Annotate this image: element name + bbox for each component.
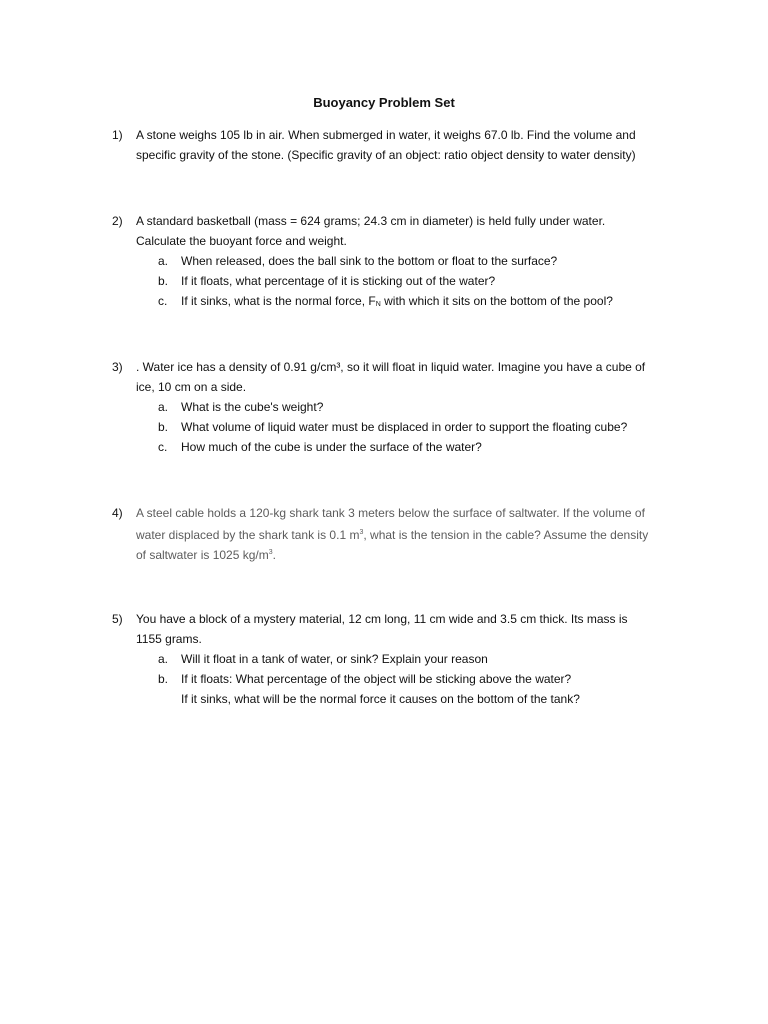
problem-line: You have a block of a mystery material, 12 cm long, 11 cm wide and 3.5 cm thick. Its mass is [136,612,628,626]
sub-question [136,397,672,417]
problem-line: A stone weighs 105 lb in air. When submerged in water, it weighs 67.0 lb. Find the volume and [136,128,636,142]
sub-question-text: If it floats, what percentage of it is sticking out of the water? [181,274,496,288]
sub-question-label: c. [158,440,168,454]
problem-text [136,503,672,563]
problem-line [136,523,672,543]
sub-question-text: What volume of liquid water must be displaced in order to support the floating cube? [181,420,628,434]
problem-line: . Water ice has a density of 0.91 g/cm³, so it will float in liquid water. Imagine you have a cube of [136,360,646,374]
sub-question [136,417,672,437]
sub-question [136,271,672,291]
sub-question-label: a. [158,400,169,414]
problem-number: 1) [112,128,123,142]
sub-question-label: b. [158,672,169,686]
problem-number: 4) [112,506,123,520]
sub-question-label: b. [158,420,169,434]
problem-line: A standard basketball (mass = 624 grams; 24.3 cm in diameter) is held fully under water. [136,214,606,228]
sub-question [136,669,672,689]
sub-question-label: a. [158,652,169,666]
problem-line: ice, 10 cm on a side. [136,380,247,394]
problem-line [136,543,672,563]
sub-question-continuation [136,689,672,709]
sub-question-text: What is the cube's weight? [181,400,324,414]
sub-question-text [181,291,613,315]
text-segment: water displaced by the shark tank is 0.1 m [136,528,360,542]
problem-line: 1155 grams. [136,632,202,646]
problem-number: 5) [112,612,123,626]
subscript: N [375,301,381,308]
sub-question [136,649,672,669]
sub-question-label: b. [158,274,169,288]
text-segment: , what is the tension in the cable? Assume the density [363,528,649,542]
problem-number: 3) [112,360,123,374]
problem-line: A steel cable holds a 120-kg shark tank 3 meters below the surface of saltwater. If the volume of [136,506,645,520]
problem-line: Calculate the buoyant force and weight. [136,234,347,248]
sub-question-text: Will it float in a tank of water, or sink? Explain your reason [181,652,488,666]
text-segment: . [272,548,276,562]
sub-question-text: If it floats: What percentage of the object will be sticking above the water? [181,672,572,686]
sub-question-text: If it sinks, what will be the normal force it causes on the bottom of the tank? [181,692,580,706]
problem-text [136,125,672,165]
text-segment: of saltwater is 1025 kg/m [136,548,269,562]
sub-question [136,291,672,311]
sub-question-label: a. [158,254,169,268]
superscript: 3 [268,549,273,556]
sub-question-text: How much of the cube is under the surface of the water? [181,440,482,454]
problem-text [136,357,672,457]
sub-question [136,437,672,457]
sub-question-text: When released, does the ball sink to the bottom or float to the surface? [181,254,558,268]
problem-text [136,211,672,311]
problem-text [136,609,672,709]
page-title: Buoyancy Problem Set [313,95,455,110]
sub-question [136,251,672,271]
sub-question-label: c. [158,294,168,308]
superscript: 3 [359,529,364,536]
text-segment: If it sinks, what is the normal force, F [181,294,376,308]
text-segment: with which it sits on the bottom of the pool? [380,294,613,308]
problem-line: specific gravity of the stone. (Specific gravity of an object: ratio object density to water density) [136,148,636,162]
problem-number: 2) [112,214,123,228]
